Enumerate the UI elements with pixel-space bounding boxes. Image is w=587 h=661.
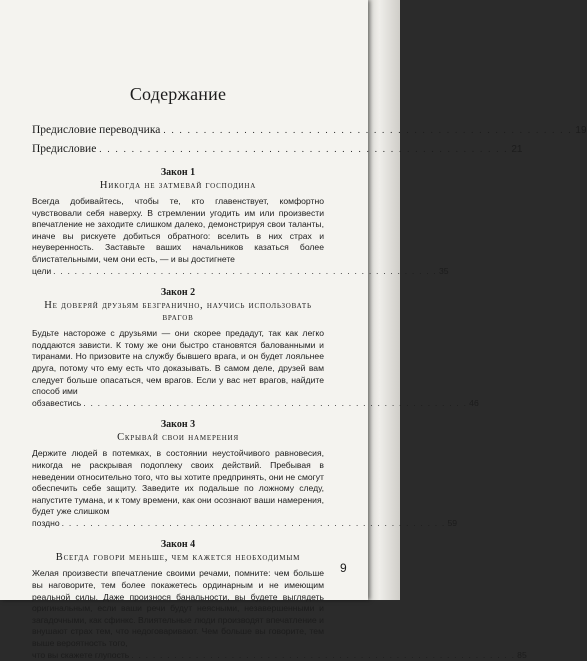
toc-heading: Содержание bbox=[129, 84, 227, 104]
law-description-end: обзавестись bbox=[32, 397, 82, 408]
page-content bbox=[32, 84, 587, 661]
toc-entry-preface[interactable] bbox=[32, 142, 523, 157]
law-page-line bbox=[32, 265, 449, 278]
law-description bbox=[32, 328, 479, 409]
law-description-end: поздно bbox=[32, 517, 60, 528]
leader-dots bbox=[53, 266, 437, 278]
leader-dots bbox=[163, 123, 572, 138]
law-1-section[interactable] bbox=[32, 167, 449, 277]
law-number: Закон 3 bbox=[160, 419, 196, 431]
law-page: 35 bbox=[439, 265, 449, 276]
law-description bbox=[32, 568, 527, 661]
law-number: Закон 1 bbox=[160, 167, 196, 178]
law-4-section[interactable] bbox=[32, 539, 527, 661]
law-number: Закон 2 bbox=[160, 287, 196, 299]
toc-entry-label: Предисловие переводчика bbox=[32, 124, 161, 136]
law-number: Закон 4 bbox=[160, 539, 196, 551]
leader-dots bbox=[131, 650, 515, 661]
law-description-text: Всегда добивайтесь, чтобы те, кто главенствует, комфортно чувствовали себя наверху. В стремлении угодить им или произвести впечатление не заходите слишком далеко, демонстрируя свои таланты, иначе вы рискуете добиться обратного: вселить в них страх и неуверенность. Заставьте ваших начальников казаться более блистательными, чем они есть, — и вы достигнете bbox=[32, 196, 324, 264]
law-3-section[interactable] bbox=[32, 419, 458, 529]
law-description bbox=[32, 196, 449, 277]
law-title: Скрывай свои намерения bbox=[117, 432, 239, 444]
law-page-line bbox=[32, 397, 479, 410]
law-title: Всегда говори меньше, чем кажется необходимым bbox=[55, 552, 301, 564]
leader-dots bbox=[99, 142, 508, 157]
law-page-line bbox=[32, 649, 527, 661]
law-description-text: Желая произвести впечатление своими речами, помните: чем больше вы наговорите, тем более покажетесь ординарным и не имеющим реальной силы. Даже произнося банальности, вы будете выглядеть оригинальным, если ваши речи будут неясными, незавершенными и загадочными, как сфинкс. Влиятельные люди производят впечатление и внушают страх тем, что недоговаривают. Чем больше вы говорите, тем выше вероятность того, bbox=[32, 568, 324, 649]
toc-entry-page: 19 bbox=[575, 125, 587, 136]
law-page-line bbox=[32, 517, 458, 530]
law-description-text: Будьте настороже с друзьями — они скорее предадут, так как легко поддаются зависти. К тому же они быстро становятся балованными и тиранами. Но призовите на службу бывшего врага, и он будет лояльнее друга, потому что ему есть что доказывать. В самом деле, друзей вам следует больше опасаться, чем врагов. Если у вас нет врагов, найдите способ ими bbox=[32, 328, 324, 397]
law-page: 85 bbox=[517, 649, 527, 660]
law-description-end: цели bbox=[32, 265, 52, 276]
page-edge bbox=[368, 0, 400, 600]
law-description-text: Держите людей в потемках, в состоянии неустойчивого равновесия, никогда не раскрывая подоплеку своих действий. Пребывая в неведении относительно того, что вы хотите предпринять, они не смогут обеспечить себе защиту. Заведите их подальше по ложному следу, напустите тумана, и к тому времени, как они осознают ваши намерения, будет уже слишком bbox=[32, 448, 324, 517]
law-2-section[interactable] bbox=[32, 287, 479, 409]
law-page: 46 bbox=[469, 397, 479, 408]
law-description bbox=[32, 448, 458, 529]
page-number: 9 bbox=[340, 561, 347, 575]
leader-dots bbox=[83, 398, 467, 410]
toc-entry-label: Предисловие bbox=[32, 143, 97, 155]
law-description-end: что вы скажете глупость bbox=[32, 649, 130, 660]
law-title: Никогда не затмевай господина bbox=[99, 180, 257, 191]
law-title: Не доверяй друзьям безгранично, научись использовать врагов bbox=[44, 300, 312, 324]
toc-entry-page: 21 bbox=[511, 144, 523, 155]
leader-dots bbox=[62, 518, 446, 530]
law-page: 59 bbox=[447, 517, 458, 528]
toc-entry-translator-preface[interactable] bbox=[32, 123, 587, 138]
